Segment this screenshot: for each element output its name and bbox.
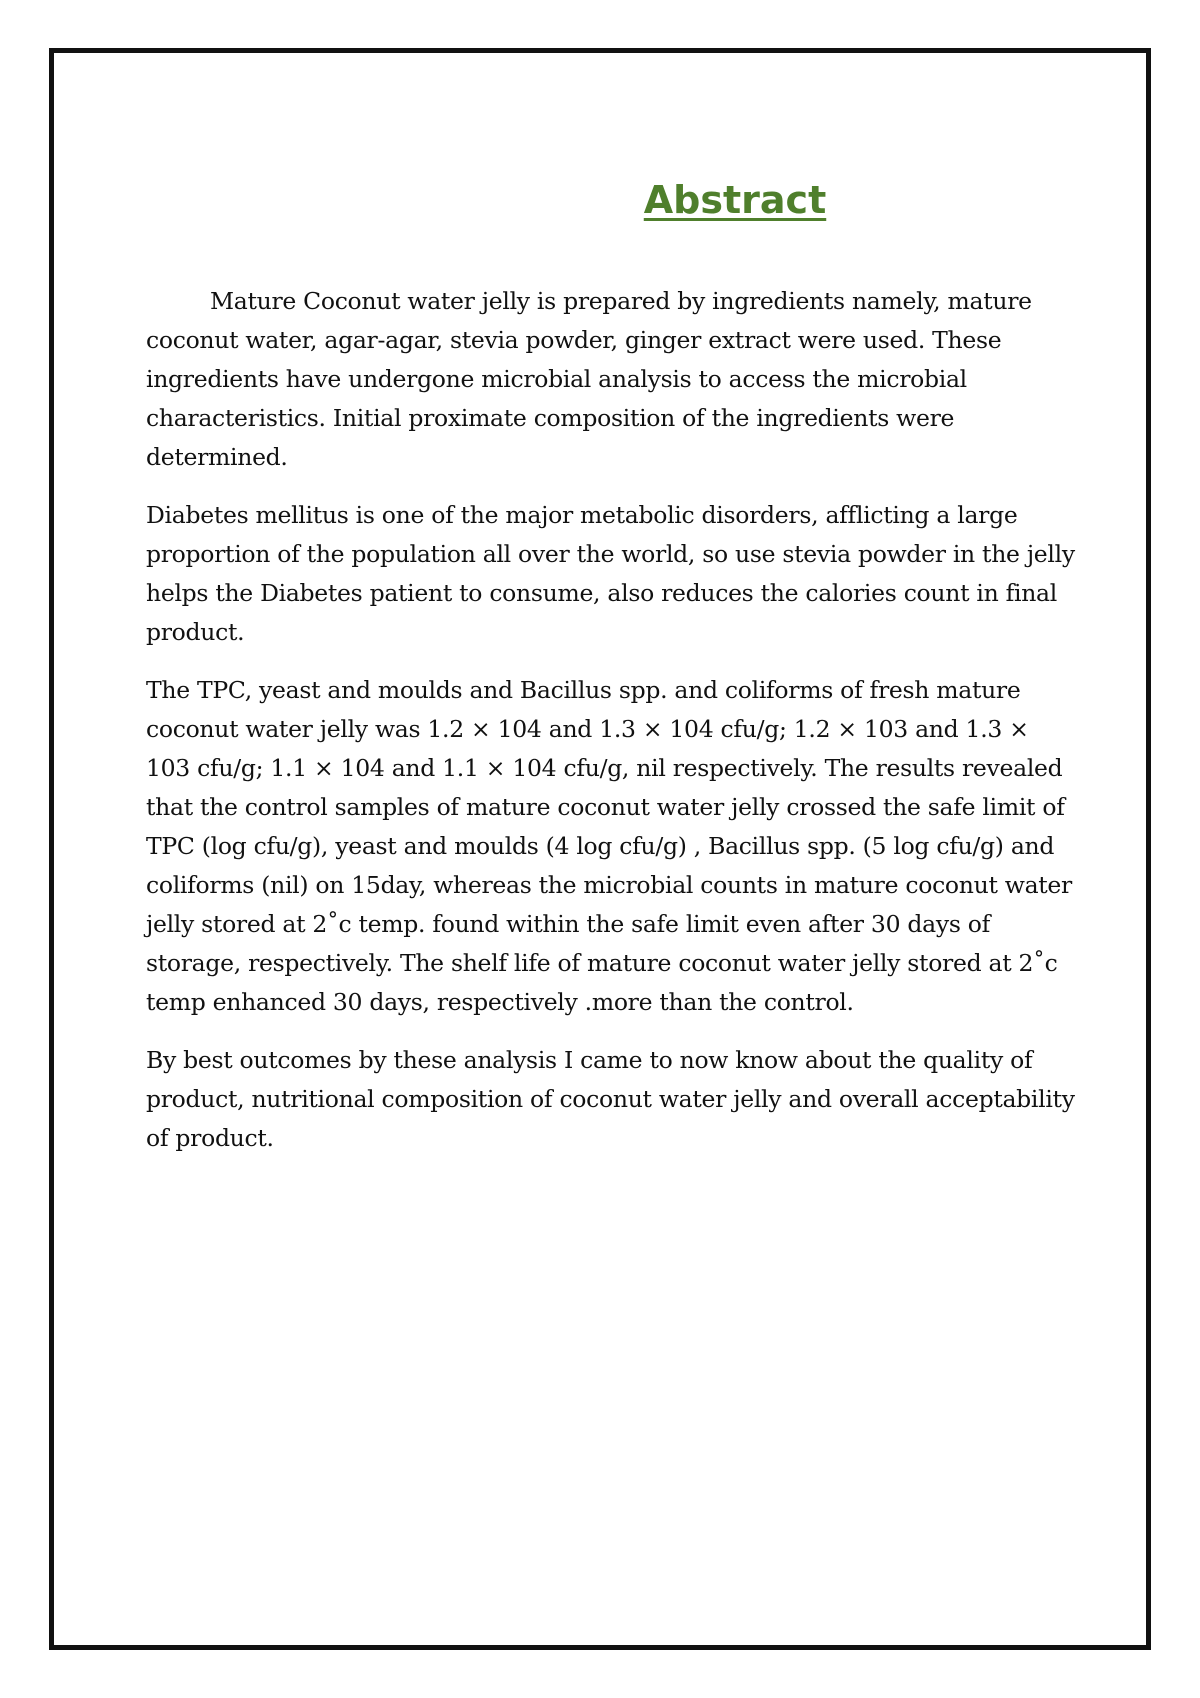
paragraph-microbial-results: The TPC, yeast and moulds and Bacillus spp. and coliforms of fresh mature coconut water jelly was 1.2 × 104 and 1.3 × 104 cfu/g; 1.2 × 103 and 1.3 × 103 cfu/g; 1.1 × 104 and 1.1 × 104 cfu/g, nil respectively. The results revealed that the control samples of mature coconut water jelly crossed the safe limit of TPC (log cfu/g), yeast and moulds (4 log cfu/g) , Bacillus spp. (5 log cfu/g) and coliforms (nil) on 15day, whereas the microbial counts in mature coconut water jelly stored at 2˚c temp. found within the safe limit even after 30 days of storage, respectively. The shelf life of mature coconut water jelly stored at 2˚c temp enhanced 30 days, respectively .more than the control. — [146, 676, 1072, 1016]
abstract-body — [146, 282, 1076, 1177]
paragraph-conclusion: By best outcomes by these analysis I came to now know about the quality of product, nutritional composition of coconut water jelly and overall acceptability of product. — [146, 1046, 1075, 1152]
abstract-title: Abstract — [643, 178, 827, 222]
paragraph-diabetes: Diabetes mellitus is one of the major metabolic disorders, afflicting a large proportion of the population all over the world, so use stevia powder in the jelly helps the Diabetes patient to consume, also reduces the calories count in final product. — [146, 501, 1075, 646]
paragraph-ingredients: Mature Coconut water jelly is prepared by ingredients namely, mature coconut water, agar-agar, stevia powder, ginger extract were used. These ingredients have undergone microbial analysis to access the microbial characteristics. Initial proximate composition of the ingredients were determined. — [146, 287, 1032, 471]
